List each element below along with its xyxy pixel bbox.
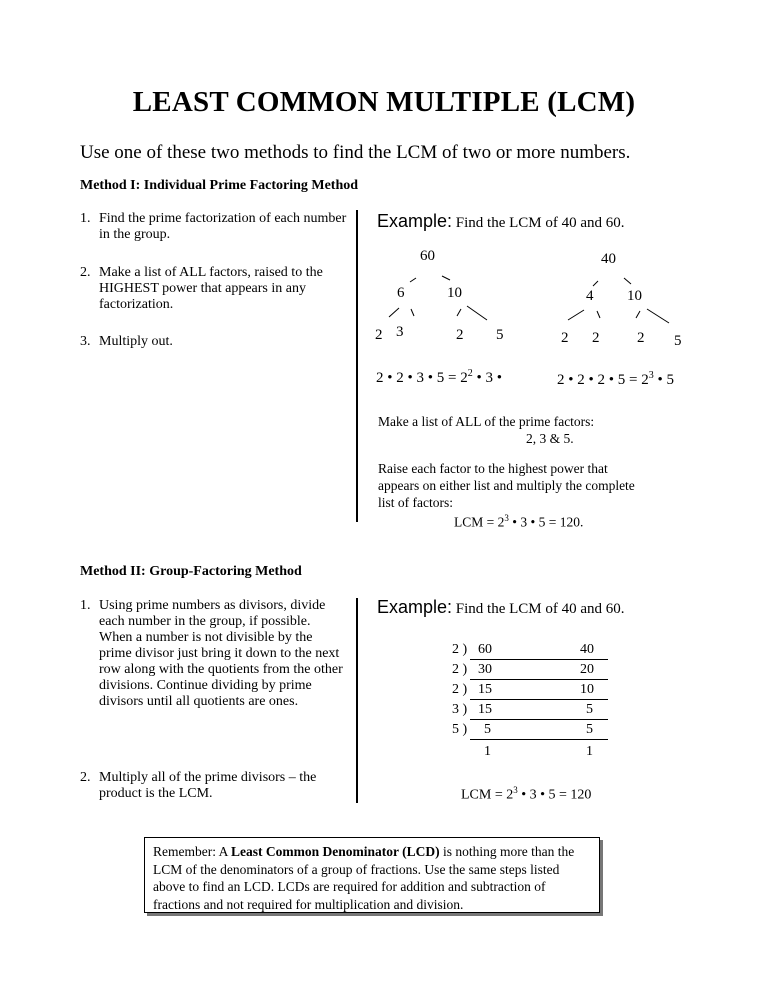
tree40-ll: 2 xyxy=(561,330,569,346)
lcm-tail: • 3 • 5 = 120 xyxy=(517,787,592,803)
tree60-rl: 2 xyxy=(456,327,464,343)
ladder-value-a: 5 xyxy=(484,722,491,737)
example-label: Example: xyxy=(377,597,453,617)
ladder-underline xyxy=(470,719,608,720)
method1-lcm-result xyxy=(454,510,583,531)
branch-line xyxy=(389,308,399,317)
example-text: Find the LCM of 40 and 60. xyxy=(455,215,625,231)
step-number: 1. xyxy=(80,211,91,226)
tree60-root: 60 xyxy=(420,248,435,264)
branch-line xyxy=(597,311,600,318)
tree60-ll: 2 xyxy=(375,327,383,343)
method2-divider xyxy=(356,598,358,803)
product-40 xyxy=(557,370,674,389)
ladder-underline xyxy=(470,679,608,680)
product-exponent: 3 xyxy=(648,370,654,381)
lcm-exponent: 3 xyxy=(513,785,518,795)
step-number: 3. xyxy=(80,334,91,349)
remember-prefix: Remember: A xyxy=(153,844,231,859)
ladder-value-b: 5 xyxy=(586,722,593,737)
step-number: 2. xyxy=(80,770,91,785)
ladder-divisor: 5 ) xyxy=(452,722,468,737)
ladder-value-a: 1 xyxy=(484,744,491,759)
ladder-value-b: 20 xyxy=(580,662,594,677)
branch-line xyxy=(593,281,598,286)
step-number: 2. xyxy=(80,265,91,280)
tree60-lr: 3 xyxy=(396,324,404,340)
branch-line xyxy=(410,278,416,282)
ladder-underline xyxy=(470,659,608,660)
ladder-value-b: 10 xyxy=(580,682,594,697)
ladder-underline xyxy=(470,739,608,740)
method2-step-1 xyxy=(80,598,345,710)
method2-example xyxy=(377,597,625,618)
step-text: Multiply out. xyxy=(99,334,173,349)
example-text: Find the LCM of 40 and 60. xyxy=(455,601,625,617)
lcm-tail: • 3 • 5 = 120. xyxy=(508,514,584,530)
intro-text: Use one of these two methods to find the LCM of two or more numbers. xyxy=(80,142,631,163)
ladder-divisor: 3 ) xyxy=(452,702,468,717)
branch-line xyxy=(457,309,461,316)
product-base: 2 • 2 • 3 • 5 = 2 xyxy=(376,370,468,386)
tree40-rl: 2 xyxy=(637,330,645,346)
branch-line xyxy=(442,276,450,280)
remember-bold: Least Common Denominator (LCD) xyxy=(231,844,440,859)
branch-line xyxy=(411,309,414,316)
tree60-left: 6 xyxy=(397,285,405,301)
branch-line xyxy=(647,309,669,323)
ladder-divisor: 2 ) xyxy=(452,682,468,697)
example-label: Example: xyxy=(377,211,453,231)
remember-box xyxy=(144,837,600,913)
ladder-value-b: 5 xyxy=(586,702,593,717)
step-text: Multiply all of the prime divisors – the product is the LCM. xyxy=(99,770,317,801)
ladder-divisor: 2 ) xyxy=(452,642,468,657)
step-text: Make a list of ALL factors, raised to the HIGHEST power that appears in any factorization. xyxy=(99,265,323,312)
method1-heading: Method I: Individual Prime Factoring Method xyxy=(80,178,359,193)
ladder-divisor: 2 ) xyxy=(452,662,468,677)
product-tail: • 3 • xyxy=(472,370,502,386)
branch-line xyxy=(467,306,487,320)
tree40-right: 10 xyxy=(627,288,642,304)
tree60-right: 10 xyxy=(447,285,462,301)
branch-line xyxy=(636,311,640,318)
ladder-value-b: 40 xyxy=(580,642,594,657)
raise-line-3: list of factors: xyxy=(378,495,453,510)
step-number: 1. xyxy=(80,598,91,613)
list-line-2: 2, 3 & 5. xyxy=(526,431,574,446)
raise-line-2: appears on either list and multiply the complete xyxy=(378,478,635,493)
ladder-value-a: 60 xyxy=(478,642,492,657)
lcm-exponent: 3 xyxy=(504,513,509,523)
tree40-lr: 2 xyxy=(592,330,600,346)
branch-line xyxy=(568,310,584,320)
method2-heading: Method II: Group-Factoring Method xyxy=(80,564,302,579)
page-title: LEAST COMMON MULTIPLE (LCM) xyxy=(132,86,636,118)
method2-step-2 xyxy=(80,770,345,802)
lcm-base: LCM = 2 xyxy=(454,514,505,530)
ladder-value-b: 1 xyxy=(586,744,593,759)
tree40-root: 40 xyxy=(601,251,616,267)
ladder-value-a: 15 xyxy=(478,702,492,717)
ladder-underline xyxy=(470,699,608,700)
product-60 xyxy=(376,368,502,387)
ladder-value-a: 30 xyxy=(478,662,492,677)
division-ladder xyxy=(452,642,612,772)
product-tail: • 5 xyxy=(653,372,674,388)
product-exponent: 2 xyxy=(467,368,473,379)
ladder-value-a: 15 xyxy=(478,682,492,697)
raise-line-1: Raise each factor to the highest power that xyxy=(378,461,608,476)
tree40-rr: 5 xyxy=(674,333,682,349)
branch-line xyxy=(624,278,631,284)
step-text: Using prime numbers as divisors, divide each number in the group, if possible. When a number is not divisible by the prime divisor just bring it down to the next row along with the quotients from the other divisions. Continue dividing by prime divisors until all quotients are ones. xyxy=(99,598,343,709)
product-base: 2 • 2 • 2 • 5 = 2 xyxy=(557,372,649,388)
tree60-rr: 5 xyxy=(496,327,504,343)
remember-rest: is nothing more than the LCM of the denominators of a group of fractions. Use the same steps listed above to find an LCD. LCDs are required for addition and subtraction of fractions and not required for multiplication and division. xyxy=(153,844,575,912)
step-text: Find the prime factorization of each number in the group. xyxy=(99,211,347,242)
list-line-1: Make a list of ALL of the prime factors: xyxy=(378,414,595,429)
lcm-base: LCM = 2 xyxy=(461,787,514,803)
tree40-left: 4 xyxy=(586,288,594,304)
method2-lcm-result xyxy=(461,785,591,804)
